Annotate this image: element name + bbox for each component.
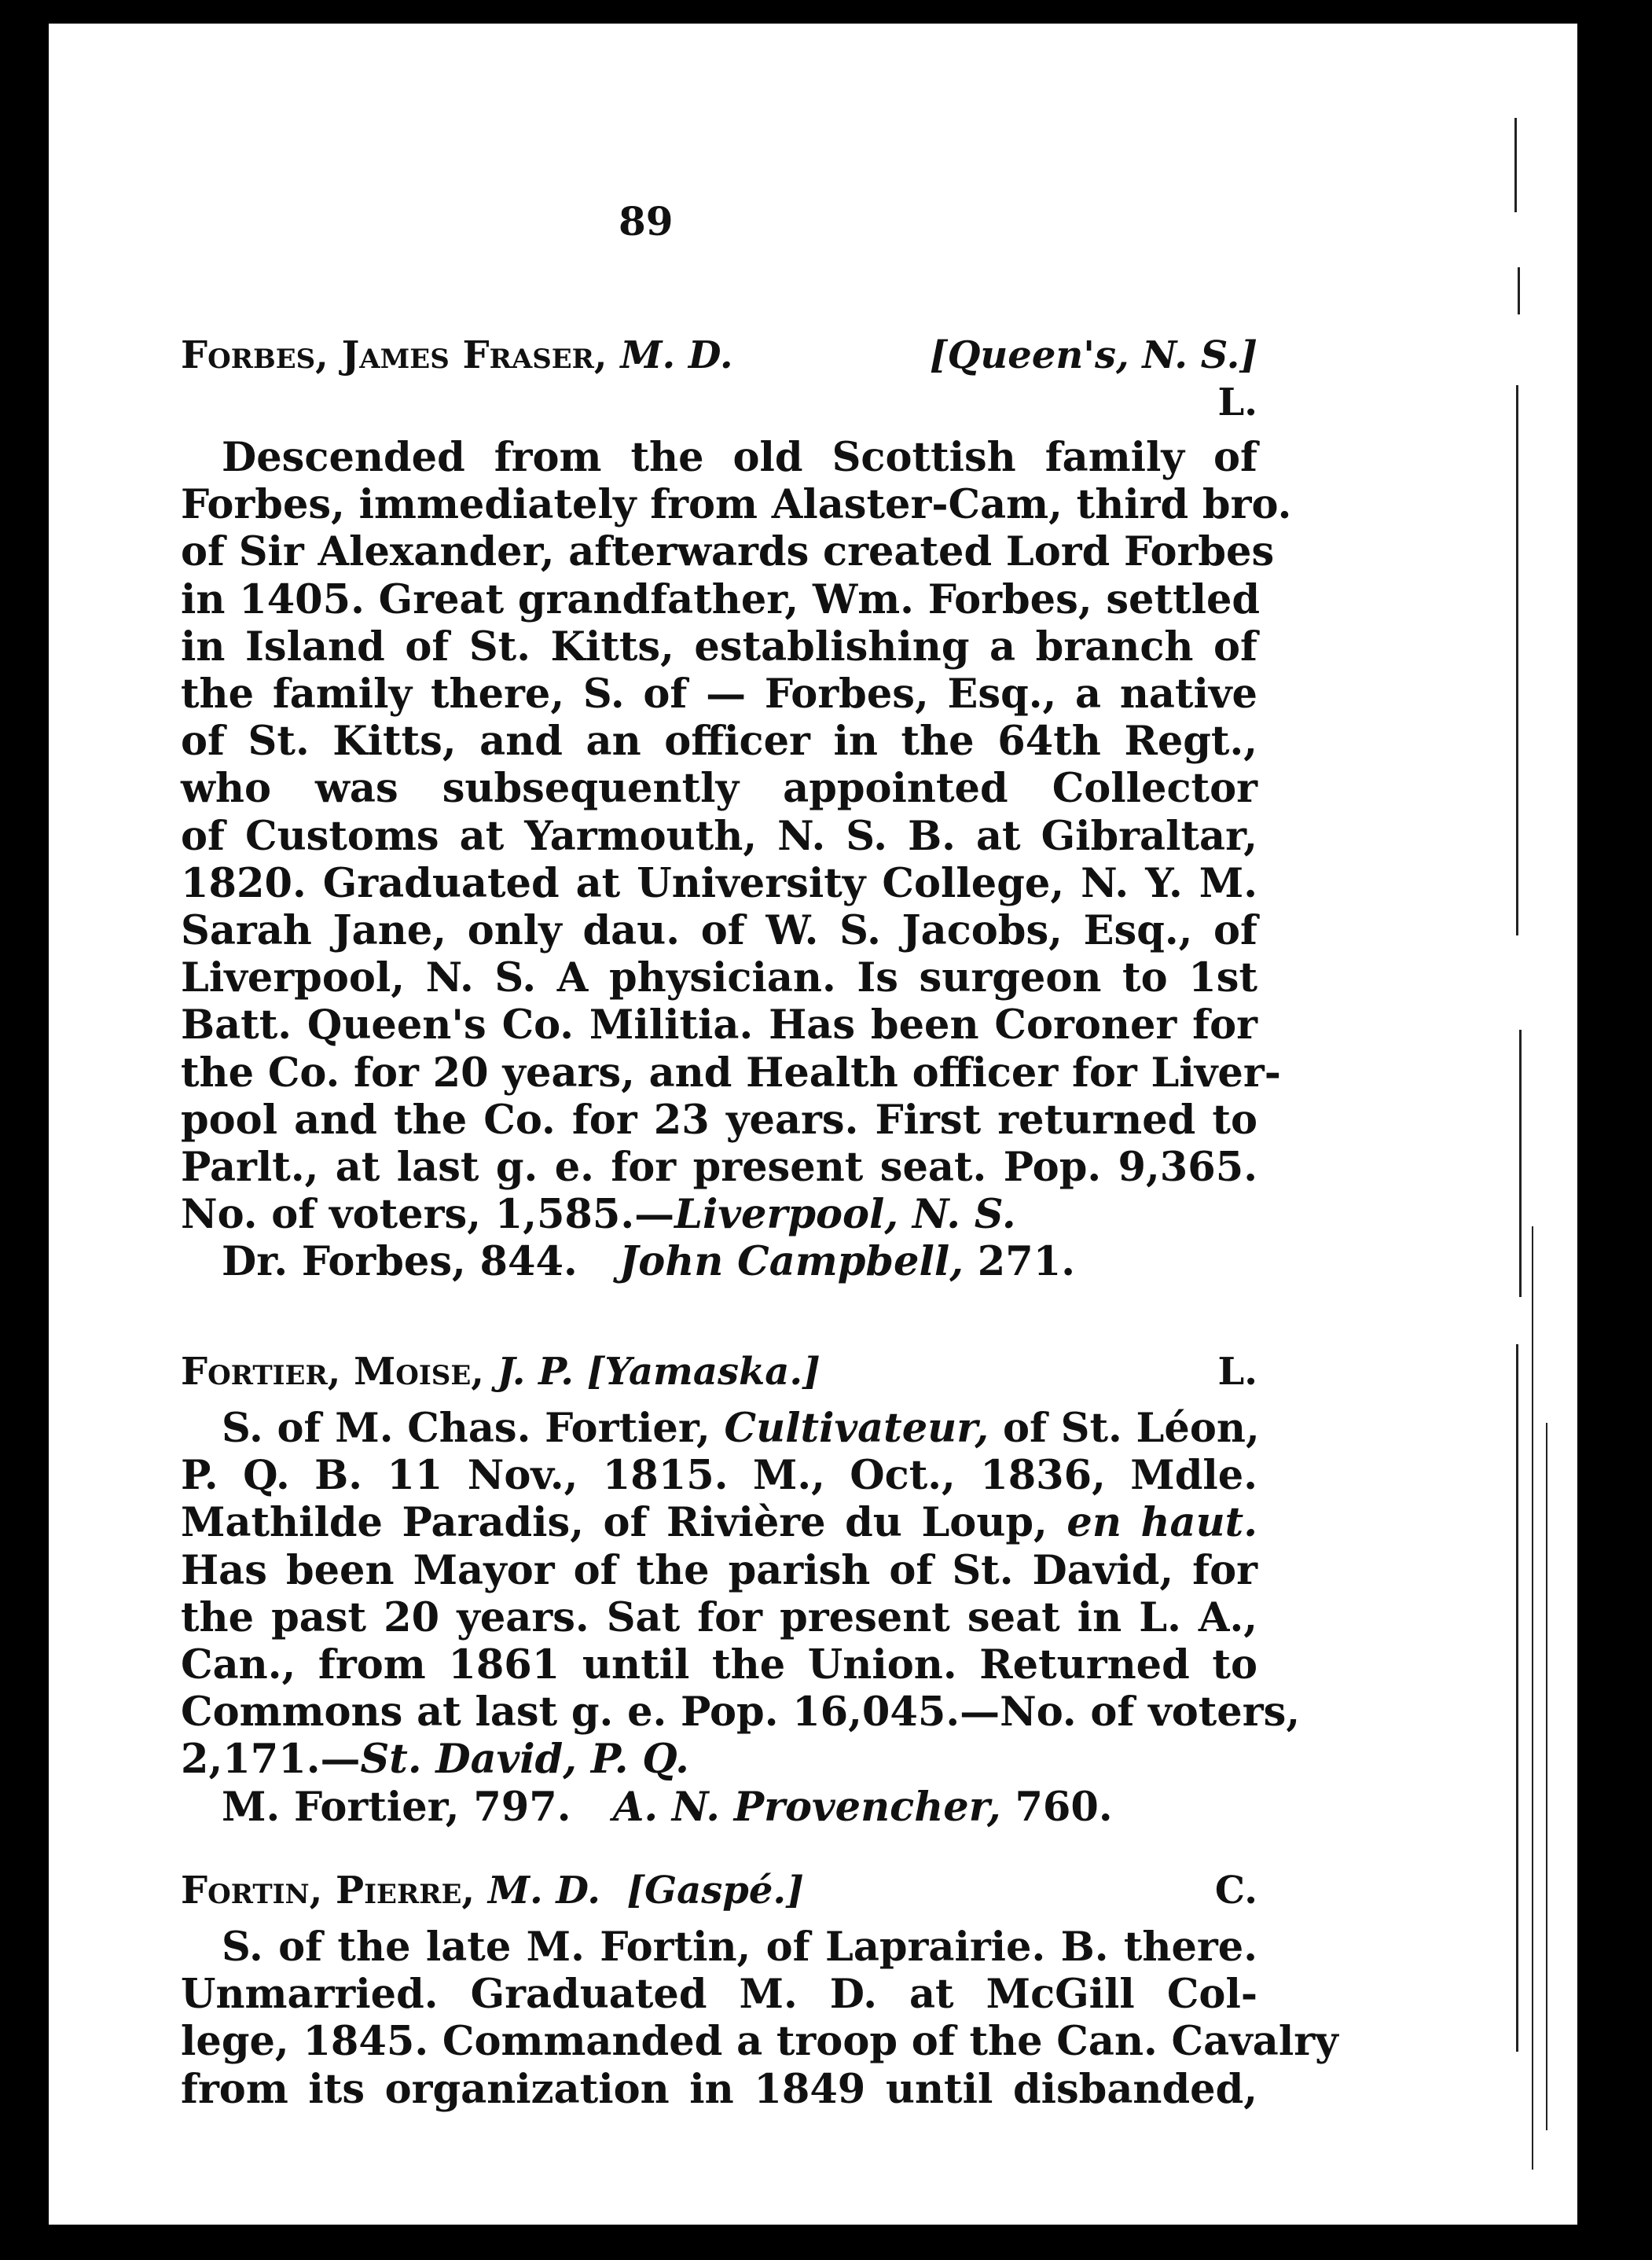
- text-line: in Island of St. Kitts, establishing a branch of: [181, 623, 1257, 671]
- text-line: P. Q. B. 11 Nov., 1815. M., Oct., 1836, Mdle.: [181, 1452, 1257, 1500]
- text-line: the Co. for 20 years, and Health officer for Liver-: [181, 1049, 1281, 1097]
- text-line: in 1405. Great grandfather, Wm. Forbes, settled: [181, 575, 1261, 623]
- entry-forbes: [181, 332, 1292, 1286]
- party-label: C.: [1214, 1869, 1257, 1913]
- vote-winner: Dr. Forbes, 844.: [222, 1238, 578, 1286]
- text-line: of St. Kitts, and an officer in the 64th Regt.,: [181, 718, 1257, 766]
- voters-text: No. of voters, 1,585.—: [181, 1191, 675, 1239]
- text-line: Unmarried. Graduated M. D. at McGill Col-: [181, 1971, 1257, 2019]
- text-line: Liverpool, N. S. A physician. Is surgeon to 1st: [181, 954, 1257, 1002]
- text-line: from its organization in 1849 until disbanded,: [181, 2065, 1257, 2113]
- text-line: of Sir Alexander, afterwards created Lord Forbes: [181, 528, 1275, 576]
- text-line: who was subsequently appointed Collector: [181, 765, 1257, 813]
- text-line: Commons at last g. e. Pop. 16,045.—No. of voters,: [181, 1689, 1301, 1736]
- biography-paragraph: [181, 1405, 1301, 1784]
- page-edge-binding: [1500, 86, 1563, 2209]
- election-result: [181, 1238, 1257, 1285]
- biography-paragraph: [181, 1924, 1338, 2113]
- text-line: Sarah Jane, only dau. of W. S. Jacobs, Esq., of: [181, 907, 1257, 955]
- member-name: Fortier, Moise,: [181, 1350, 484, 1394]
- text-line: Forbes, immediately from Alaster-Cam, third bro.: [181, 481, 1292, 529]
- vote-loser-name: John Campbell,: [619, 1238, 964, 1286]
- vote-loser-count: 760.: [1015, 1783, 1113, 1831]
- document-page: [49, 24, 1577, 2225]
- text-line: Has been Mayor of the parish of St. David, for: [181, 1546, 1257, 1594]
- entry-fortin: [181, 1867, 1338, 2113]
- member-name: Forbes, James Fraser,: [181, 333, 608, 377]
- riding: [Gaspé.]: [626, 1869, 804, 1913]
- riding: [Queen's, N. S.]: [929, 333, 1257, 377]
- vote-loser-count: 271.: [977, 1238, 1075, 1286]
- text-line: of Customs at Yarmouth, N. S. B. at Gibraltar,: [181, 812, 1257, 860]
- text-line: S. of the late M. Fortin, of Laprairie. B. there.: [222, 1924, 1257, 1971]
- text-line: Batt. Queen's Co. Militia. Has been Coroner for: [181, 1001, 1257, 1049]
- text-line: the past 20 years. Sat for present seat in L. A.,: [181, 1593, 1257, 1641]
- text-line: the family there, S. of — Forbes, Esq., a native: [181, 671, 1257, 718]
- text-line: Can., from 1861 until the Union. Returned to: [181, 1641, 1257, 1689]
- riding: [Yamaska.]: [586, 1350, 820, 1394]
- party-label: L.: [1217, 380, 1257, 424]
- text-line: Parlt., at last g. e. for present seat. Pop. 9,365.: [181, 1144, 1257, 1192]
- member-title: J. P.: [497, 1350, 574, 1394]
- member-title: M. D.: [620, 333, 733, 377]
- election-result: [181, 1784, 1257, 1831]
- residence: Liverpool, N. S.: [674, 1191, 1016, 1239]
- entry-fortier: [181, 1348, 1301, 1831]
- text-line: [181, 1191, 1257, 1238]
- page-number: 89: [619, 198, 674, 244]
- vote-winner: M. Fortier, 797.: [222, 1783, 571, 1831]
- residence: St. David, P. Q.: [360, 1736, 689, 1784]
- biography-paragraph: [181, 434, 1292, 1239]
- voters-text: 2,171.—: [181, 1736, 361, 1784]
- text-line: Mathilde Paradis, of Rivière du Loup, en haut.: [181, 1499, 1257, 1547]
- text-line: pool and the Co. for 23 years. First returned to: [181, 1096, 1257, 1144]
- entry-heading: [181, 332, 1257, 379]
- text-line: S. of M. Chas. Fortier, Cultivateur, of St. Léon,: [222, 1405, 1260, 1452]
- text-line: [181, 1736, 1257, 1783]
- text-line: lege, 1845. Commanded a troop of the Can. Cavalry: [181, 2018, 1338, 2066]
- text-line: Descended from the old Scottish family of: [222, 434, 1257, 481]
- entry-heading: [181, 1867, 1257, 1914]
- entry-heading: [181, 1348, 1257, 1395]
- party-label: L.: [1217, 1350, 1257, 1394]
- member-name: Fortin, Pierre,: [181, 1869, 475, 1913]
- member-title: M. D.: [487, 1869, 601, 1913]
- vote-loser-name: A. N. Provencher,: [612, 1783, 1001, 1831]
- text-line: 1820. Graduated at University College, N. Y. M.: [181, 859, 1257, 907]
